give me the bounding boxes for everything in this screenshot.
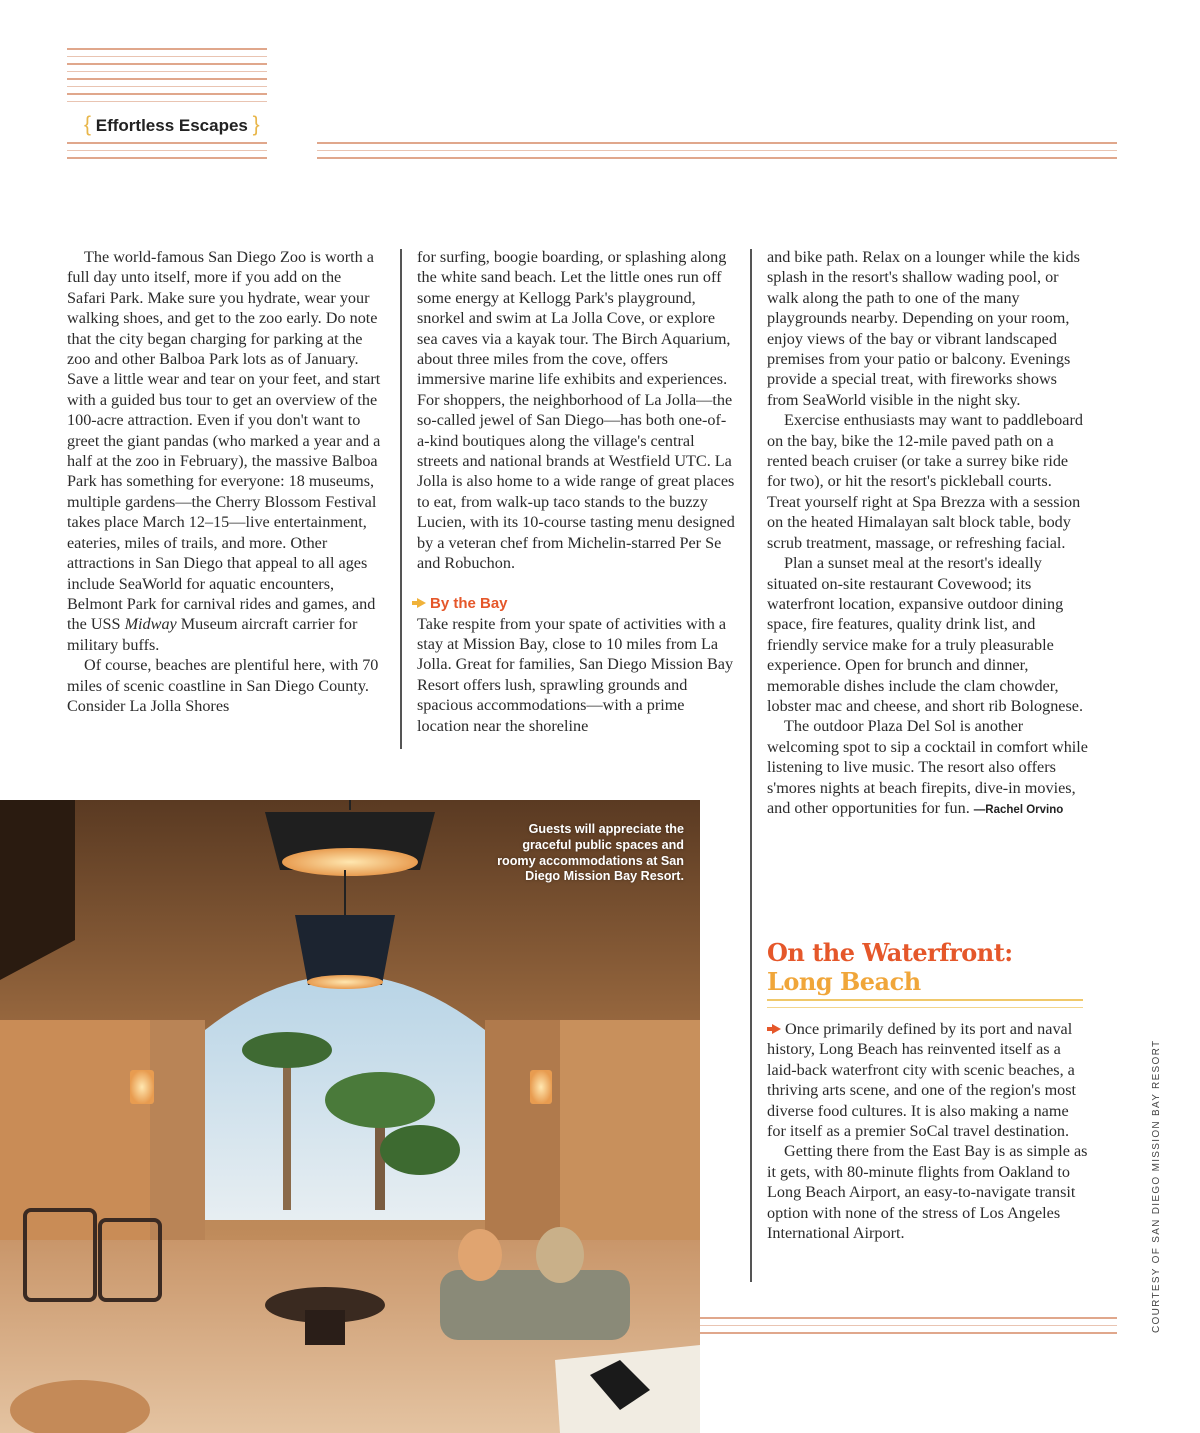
footer-rules [700,1317,1117,1340]
paragraph-exercise: Exercise enthusiasts may want to paddleboard on the bay, bike the 12-mile paved path on a rented beach cruiser (or take a surrey bike ride for two), or hit the resort's pickleball courts. Treat yourself right at Spa Brezza with a session on the heated Himalayan salt block table, body scrub treatment, massage, or refreshing facial. [767,411,1083,552]
header-rules-top [67,48,267,108]
paragraph-mission-bay: Take respite from your spate of activities with a stay at Mission Bay, close to 10 miles from La Jolla. Great for families, San Diego Mission Bay Resort offers lush, sprawling grounds and spacious accommodations—with a prime location near the shoreline [417,614,734,735]
brace-open: { [84,113,92,136]
article-column-2 [417,247,737,736]
header-rules-bottom-right [317,142,1117,165]
feature-body [767,1019,1089,1243]
paragraph-la-jolla: for surfing, boogie boarding, or splashing along the white sand beach. Let the little ones run off some energy at Kellogg Park's playground, snorkel and swim at La Jolla Cove, or explore sea caves via a kayak tour. The Birch Aquarium, about three miles from the cove, offers immersive marine life exhibits and experiences. For shoppers, the neighborhood of La Jolla—the so-called jewel of San Diego—has both one-of-a-kind boutiques along the village's central streets and national brands at Westfield UTC. La Jolla is also home to a wide range of great places to eat, from walk-up taco stands to the buzzy Lucien, with its 10-course tasting menu designed by a veteran chef from Michelin-starred Per Se and Robuchon. [417,248,735,573]
section-tag-label: Effortless Escapes [95,116,248,135]
byline: —Rachel Orvino [973,803,1064,816]
paragraph-zoo: The world-famous San Diego Zoo is worth a full day unto itself, more if you add on the Safari Park. Make sure you hydrate, wear your walking shoes, and get to the zoo early. Do note that the city began charging for parking at the zoo and other Balboa Park lots as of January. Save a little wear and tear on your feet, and start with a guided bus tour to get an overview of the 100-acre attraction. Even if you don't want to greet the giant pandas (who marked a year and a half at the zoo in February), the massive Balboa Park has something for everyone: 18 museums, multiple gardens—the Cherry Blossom Festival takes place March 12–15—live entertainment, eateries, miles of trails, and more. Other attractions in San Diego that appeal to all ages include SeaWorld for aquatic encounters, Belmont Park for carnival rides and games, and the USS Midway Museum aircraft carrier for military buffs. [67,248,381,654]
resort-lobby-illustration [0,800,700,1433]
section-tag [84,113,260,137]
paragraph-plaza: The outdoor Plaza Del Sol is another welcoming spot to sip a cocktail in comfort while listening to live music. The resort also offers s'mores nights at beach firepits, dive-in movies, and other opportunities for fun. —Rachel Orvino [767,717,1088,817]
paragraph-dining: Plan a sunset meal at the resort's ideally situated on-site restaurant Covewood; its waterfront location, expansive outdoor dining space, fire features, quality drink list, and friendly service make for a truly pleasurable experience. Open for brunch and dinner, memorable dishes include the clam chowder, lobster mac and cheese, and short rib Bolognese. [767,554,1084,715]
paragraph-resort: and bike path. Relax on a lounger while the kids splash in the resort's shallow wading pool, or walk along the path to one of the many playgrounds nearby. Depending on your room, enjoy views of the bay or vibrant landscaped premises from your patio or balcony. Evenings provide a special treat, with fireworks shows from SeaWorld visible in the night sky. [767,248,1080,409]
photo-credit: COURTESY OF SAN DIEGO MISSION BAY RESORT [1151,1039,1162,1333]
feature-heading-line2: Long Beach [767,967,921,996]
column-divider-1 [400,249,402,749]
arrow-icon [772,1024,781,1034]
arrow-icon [417,598,426,608]
article-column-1 [67,247,382,716]
feature-heading-rules [767,999,1083,1014]
photo-caption: Guests will appreciate the graceful public spaces and roomy accommodations at San Diego Mission Bay Resort. [497,822,684,884]
paragraph-getting-there: Getting there from the East Bay is as simple as it gets, with 80-minute flights from Oakland to Long Beach Airport, an easy-to-navigate transit option with none of the stress of Los Angeles International Airport. [767,1142,1088,1243]
feature-heading-line1: On the Waterfront: [767,938,1013,967]
article-column-3 [767,247,1089,820]
paragraph-long-beach: Once primarily defined by its port and naval history, Long Beach has reinvented itself as a laid-back waterfront city with scenic beaches, a thriving arts scene, and one of the region's most diverse food cultures. It is also making a name for itself as a premier SoCal travel destination. [767,1020,1077,1141]
subhead-by-the-bay: By the Bay [417,594,737,614]
paragraph-beaches: Of course, beaches are plentiful here, with 70 miles of scenic coastline in San Diego County. Consider La Jolla Shores [67,656,379,715]
header-rules-bottom-left [67,142,267,165]
resort-lobby-photo [0,800,700,1433]
brace-close: } [252,113,260,136]
feature-heading [767,938,1087,996]
column-divider-2 [750,249,752,1282]
